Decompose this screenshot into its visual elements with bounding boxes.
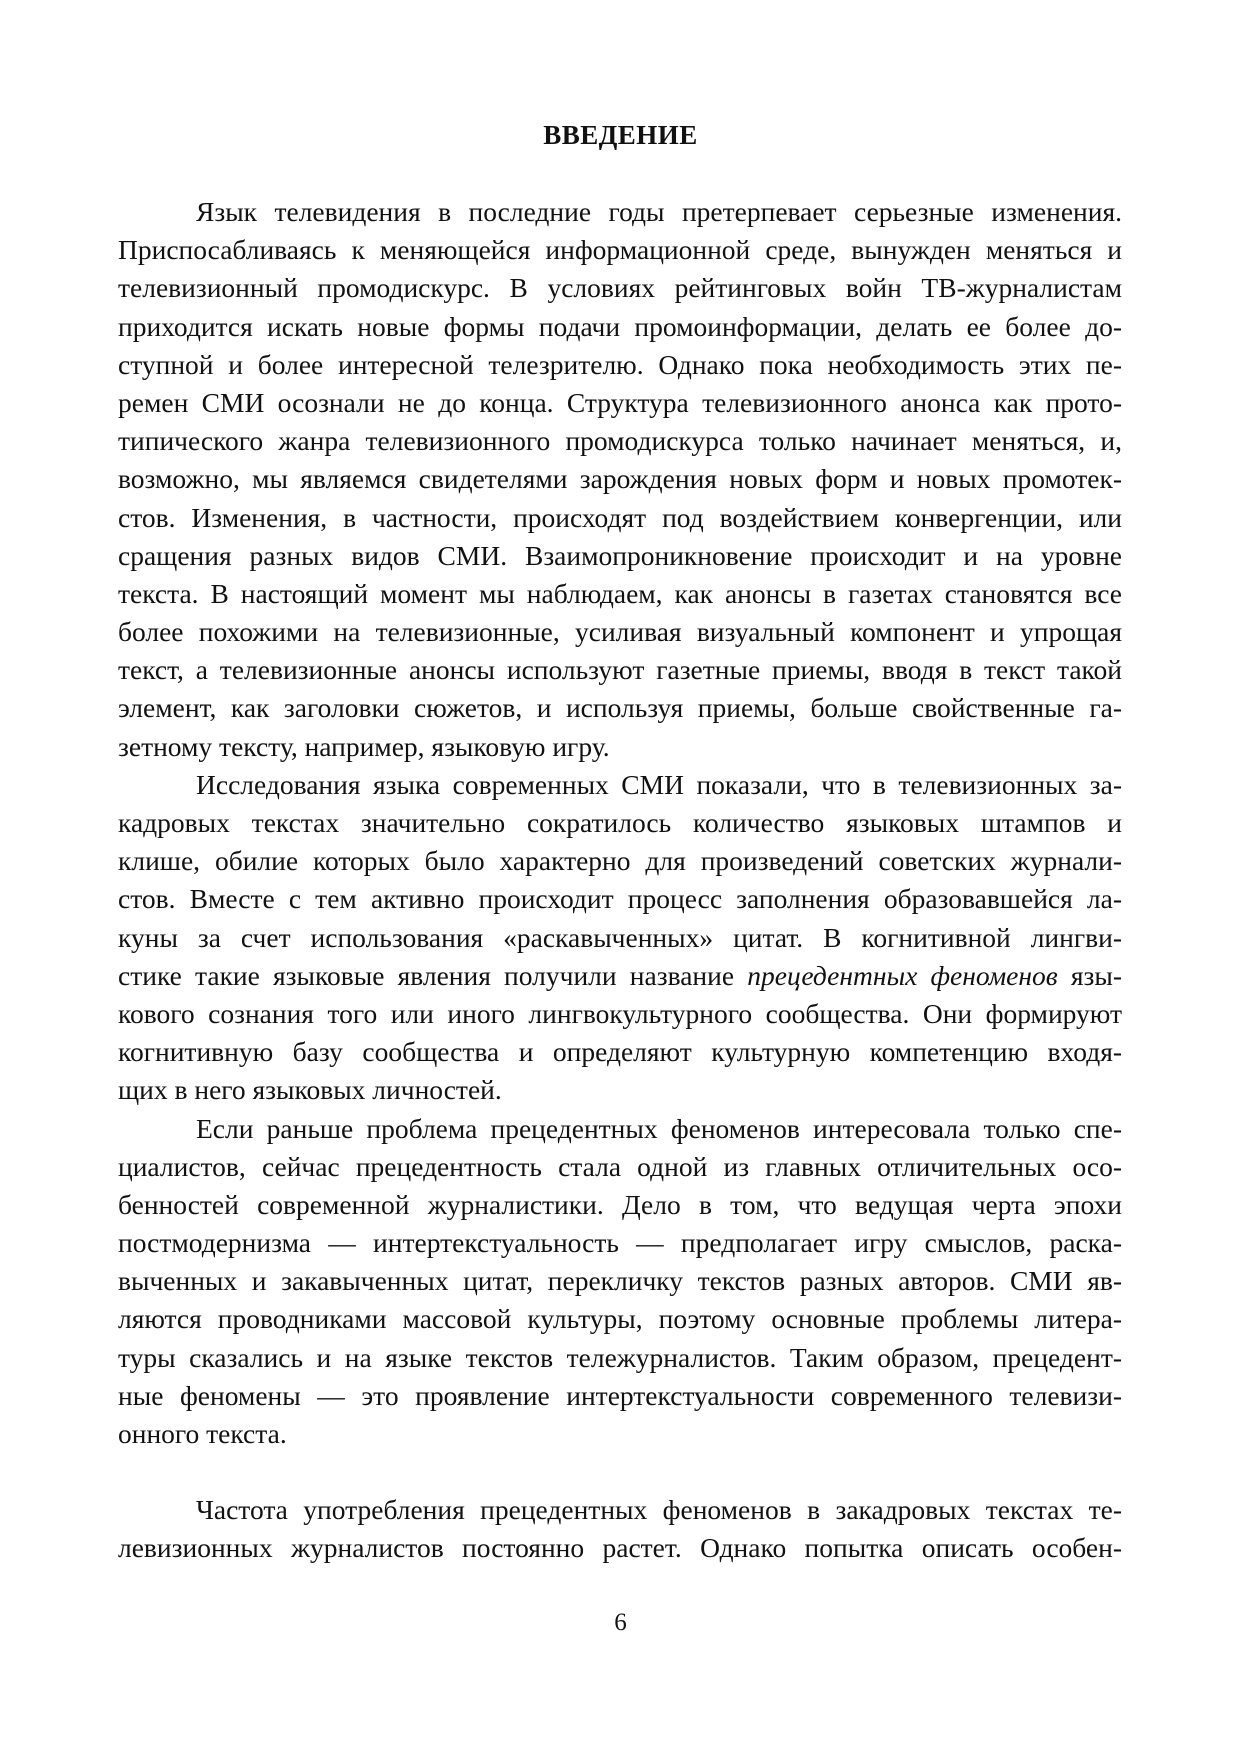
text-line: Частота употребления прецедентных феноменов в закадровых текстах те- (196, 1494, 1122, 1526)
text-line: возможно, мы являемся свидетелями зарождения новых форм и новых промотек- (118, 463, 1122, 495)
page-number: 6 (614, 1609, 627, 1636)
text-line: ляются проводниками массовой культуры, поэтому основные проблемы литера- (118, 1303, 1122, 1335)
text-line: выченных и закавыченных цитат, перекличку текстов разных авторов. СМИ яв- (118, 1265, 1122, 1297)
text-line: зетному тексту, например, языковую игру. (118, 730, 610, 762)
text-line: Приспосабливаясь к меняющейся информационной среде, вынужден меняться и (118, 234, 1122, 266)
text-line: элемент, как заголовки сюжетов, и используя приемы, больше свойственные га- (118, 692, 1122, 724)
body-text (118, 193, 1122, 1568)
paragraph-3 (118, 1110, 1122, 1454)
page-title: ВВЕДЕНИЕ (543, 120, 698, 150)
text-line: когнитивную базу сообщества и определяют культурную компетенцию входя- (118, 1036, 1122, 1068)
emphasis-term: прецедентных феноменов (747, 959, 1058, 991)
text-line: левизионных журналистов постоянно растет. Однако попытка описать особен- (118, 1532, 1122, 1564)
text-line: текста. В настоящий момент мы наблюдаем, как анонсы в газетах становятся все (118, 577, 1122, 609)
text-line: текст, а телевизионные анонсы используют газетные приемы, вводя в текст такой (118, 654, 1122, 686)
text-line-with-emphasis (118, 957, 1122, 995)
text-line: ремен СМИ осознали не до конца. Структура телевизионного анонса как прото- (118, 386, 1122, 418)
text-line: сращения разных видов СМИ. Взаимопроникновение происходит и на уровне (118, 539, 1122, 571)
text-line: циалистов, сейчас прецедентность стала одной из главных отличительных осо- (118, 1150, 1122, 1182)
paragraph-2 (118, 766, 1122, 1110)
text-run: язы- (1057, 959, 1122, 991)
paragraph-1 (118, 193, 1122, 766)
text-line: ступной и более интересной телезрителю. Однако пока необходимость этих пе- (118, 348, 1122, 380)
text-line: телевизионный промодискурс. В условиях рейтинговых войн ТВ-журналистам (118, 272, 1122, 304)
text-line: стов. Изменения, в частности, происходят под воздействием конвергенции, или (118, 501, 1122, 533)
text-line: приходится искать новые формы подачи промоинформации, делать ее более до- (118, 310, 1122, 342)
text-line: Язык телевидения в последние годы претерпевает серьезные изменения. (196, 196, 1122, 227)
text-line: Исследования языка современных СМИ показали, что в телевизионных за- (196, 768, 1122, 800)
text-line: ные феномены — это проявление интертекстуальности современного телевизи- (118, 1379, 1122, 1411)
text-line: щих в него языковых личностей. (118, 1074, 502, 1106)
text-line: стов. Вместе с тем активно происходит процесс заполнения образовавшейся ла- (118, 883, 1122, 915)
text-line: туры сказались и на языке текстов тележурналистов. Таким образом, прецедент- (118, 1341, 1122, 1373)
paragraph-gap (118, 1453, 1122, 1491)
text-run: стике такие языковые явления получили название (118, 959, 748, 991)
text-line: более похожими на телевизионные, усиливая визуальный компонент и упрощая (118, 616, 1122, 648)
text-line: онного текста. (118, 1418, 287, 1449)
text-line: клише, обилие которых было характерно для произведений советских журнали- (118, 845, 1122, 877)
paragraph-4 (118, 1491, 1122, 1567)
text-line: кадровых текстах значительно сократилось количество языковых штампов и (118, 807, 1122, 838)
text-line: Если раньше проблема прецедентных феноменов интересовала только спе- (196, 1112, 1122, 1144)
text-line: постмодернизма — интертекстуальность — предполагает игру смыслов, раска- (118, 1227, 1122, 1259)
text-line: бенностей современной журналистики. Дело в том, что ведущая черта эпохи (118, 1188, 1122, 1220)
text-line: типического жанра телевизионного промодискурса только начинает меняться, и, (118, 425, 1122, 457)
text-line: куны за счет использования «раскавыченных» цитат. В когнитивной лингви- (118, 921, 1122, 953)
text-line: кового сознания того или иного лингвокультурного сообщества. Они формируют (118, 997, 1122, 1029)
